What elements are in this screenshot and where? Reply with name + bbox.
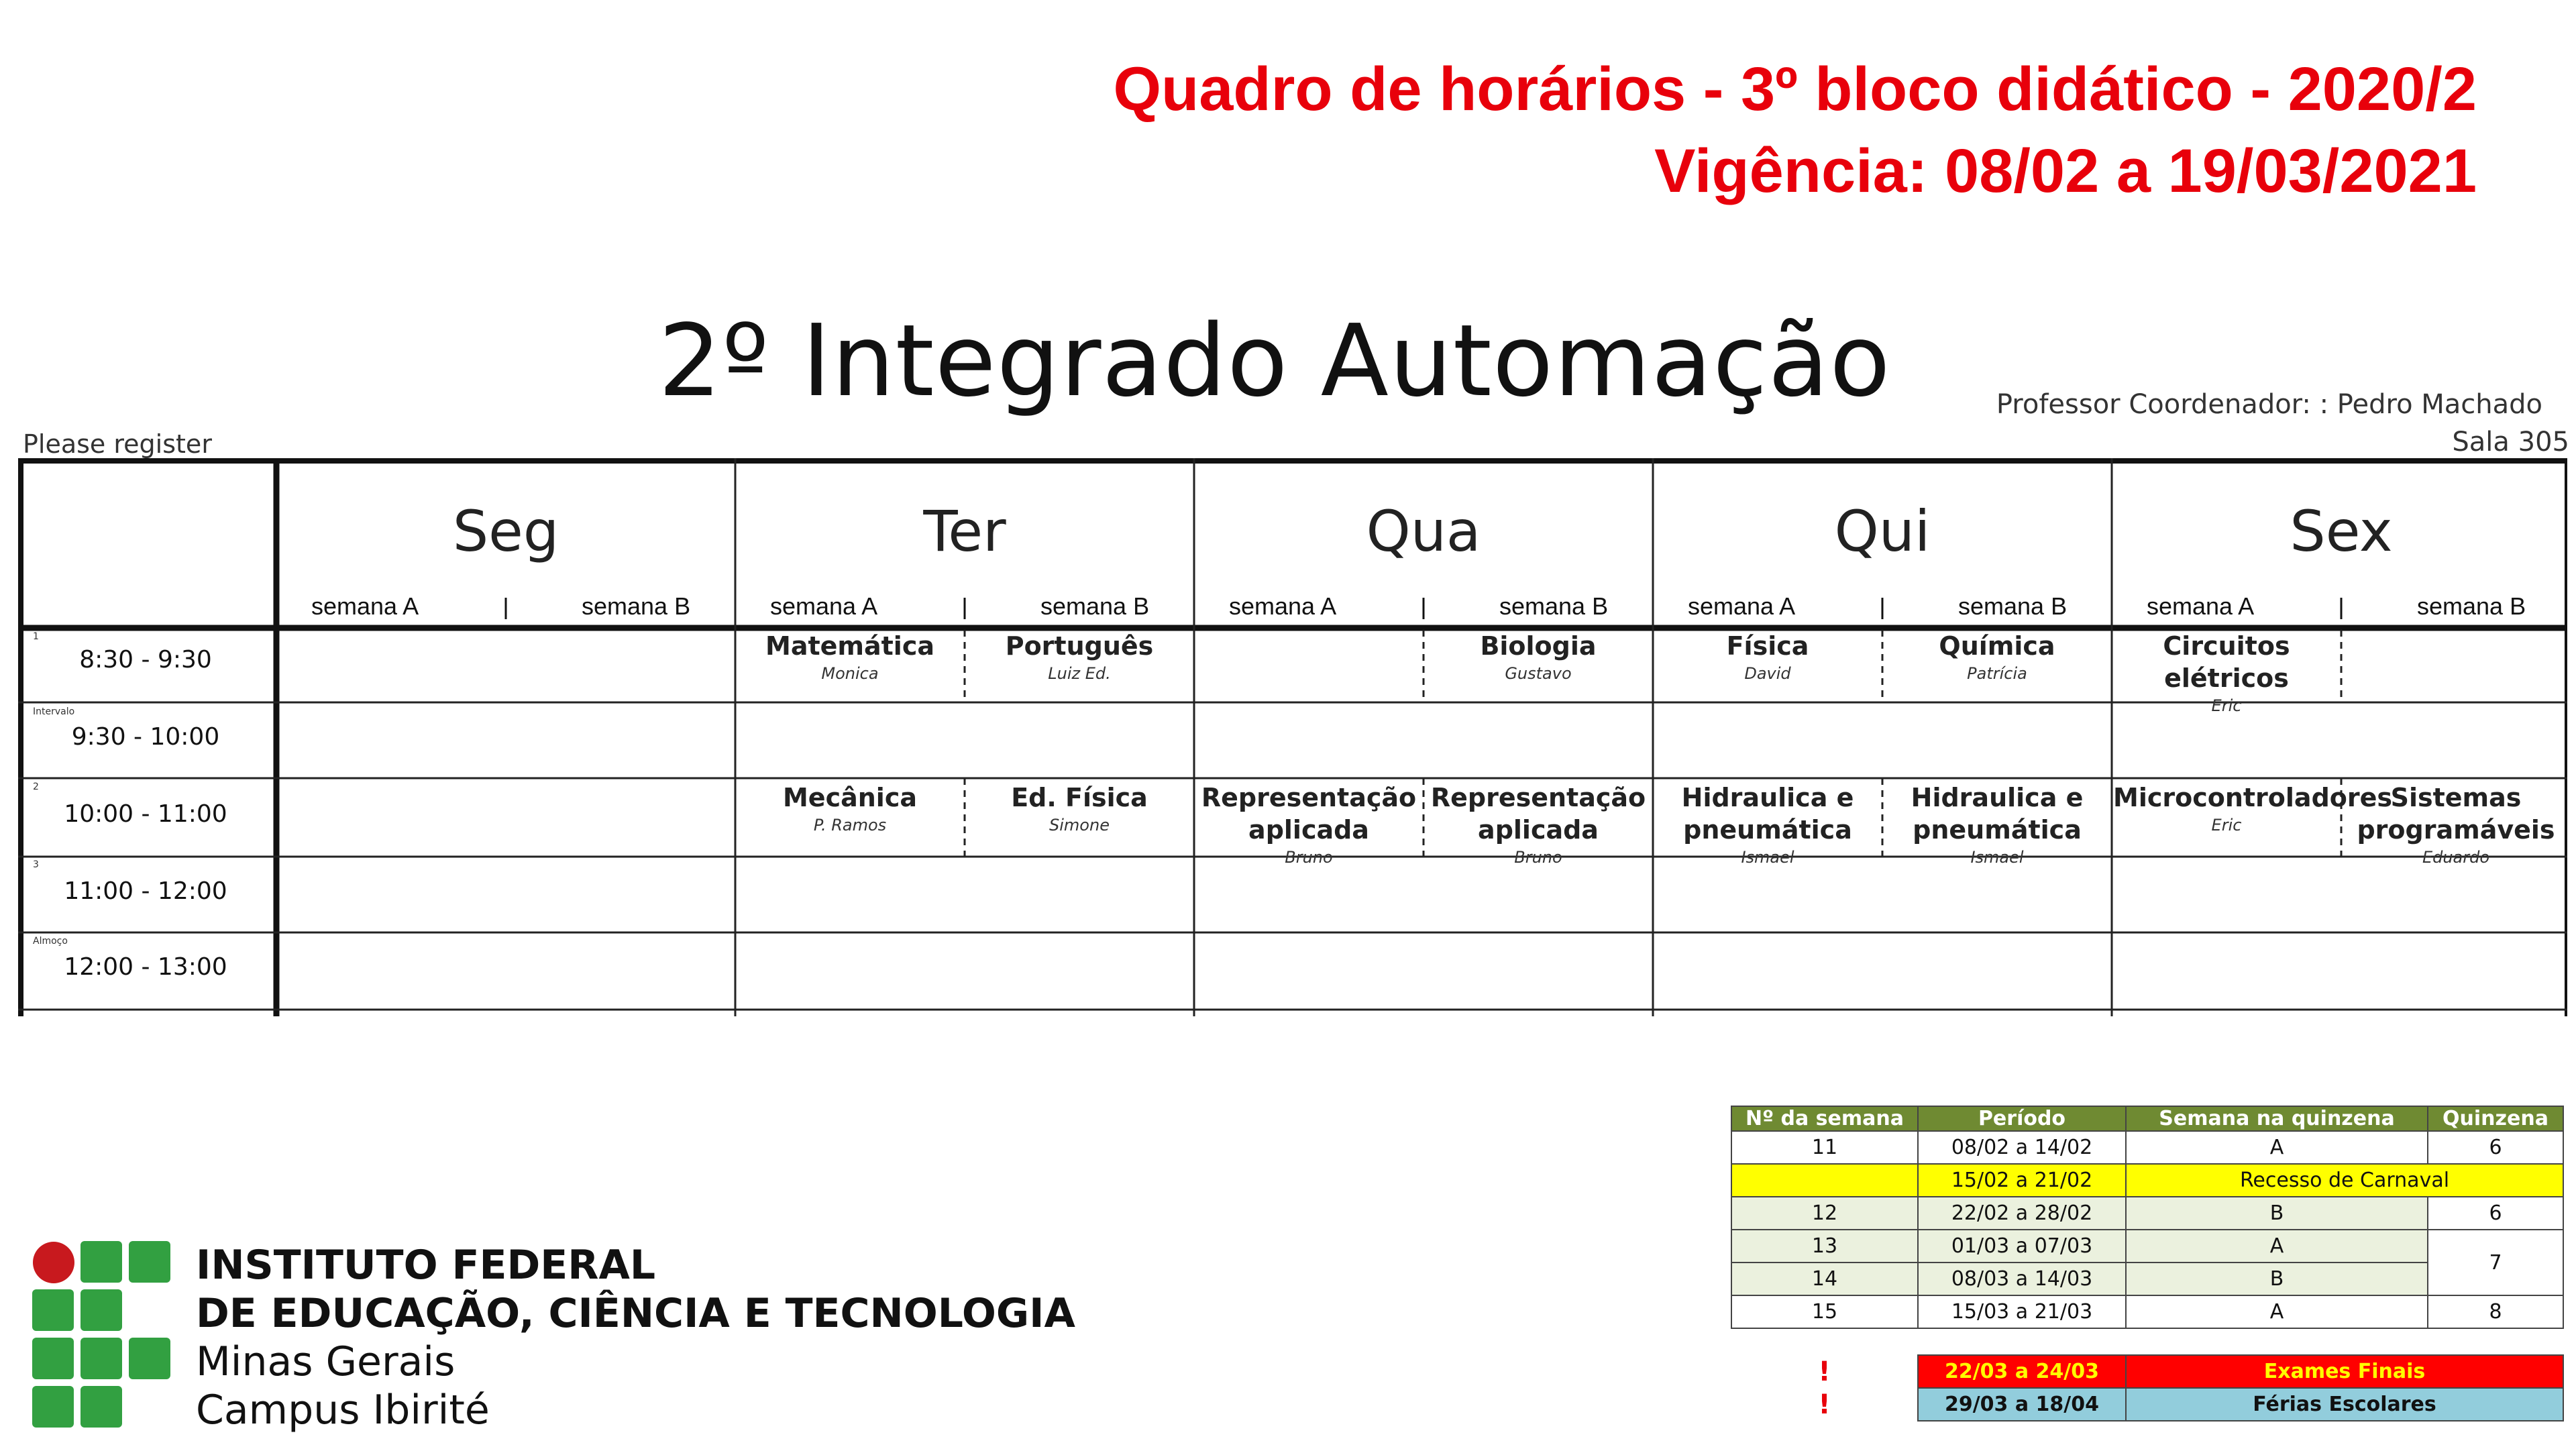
teacher-name: Gustavo xyxy=(1505,664,1572,683)
fortnight: 8 xyxy=(2428,1295,2563,1328)
subject-name: Química xyxy=(1939,631,2055,661)
table-row xyxy=(1731,1355,2563,1388)
teacher-name: Luiz Ed. xyxy=(1048,664,1111,683)
subject-name: Hidraulica e pneumática xyxy=(1681,783,1854,845)
week-number: 11 xyxy=(1731,1131,1918,1164)
subject-name: Hidraulica e pneumática xyxy=(1911,783,2084,845)
row-number: 3 xyxy=(33,859,39,870)
class-cell xyxy=(1425,630,1652,685)
institution-campus: Campus Ibirité xyxy=(196,1387,490,1434)
calendar-header-row xyxy=(1731,1106,2563,1131)
class-cell xyxy=(1654,782,1881,869)
institution-line: INSTITUTO FEDERAL xyxy=(196,1242,656,1289)
room-label: Sala 305 xyxy=(2452,427,2569,458)
institution-line: DE EDUCAÇÃO, CIÊNCIA E TECNOLOGIA xyxy=(196,1290,1075,1337)
period: 15/02 a 21/02 xyxy=(1918,1164,2126,1197)
time-slot: 11:00 - 12:00 xyxy=(64,877,227,905)
teacher-name: Eduardo xyxy=(2422,848,2490,867)
teacher-name: Patrícia xyxy=(1967,664,2027,683)
teacher-name: Bruno xyxy=(1285,848,1333,867)
week-b-label: semana B xyxy=(582,592,691,620)
table-row xyxy=(1731,1164,2563,1197)
institution-state: Minas Gerais xyxy=(196,1338,455,1385)
week-a-label: semana A xyxy=(1688,592,1796,620)
subject-name: Física xyxy=(1726,631,1809,661)
alert-mark: ! xyxy=(1818,1389,1831,1420)
week-half: A xyxy=(2126,1230,2428,1263)
day-header-qua: Qua xyxy=(1366,498,1481,564)
schedule-grid xyxy=(18,458,2567,1016)
institution-logo xyxy=(32,1241,180,1436)
teacher-name: Simone xyxy=(1049,816,1110,835)
event-label: Férias Escolares xyxy=(2126,1388,2563,1421)
teacher-name: Ismael xyxy=(1741,848,1794,867)
week-number: 15 xyxy=(1731,1295,1918,1328)
week-half: A xyxy=(2126,1295,2428,1328)
subject-name: Circuitos elétricos xyxy=(2163,631,2290,693)
col-header: Quinzena xyxy=(2428,1106,2563,1131)
time-slot: 10:00 - 11:00 xyxy=(64,800,227,828)
table-row xyxy=(1731,1197,2563,1230)
teacher-name: P. Ramos xyxy=(813,816,887,835)
row-number: Intervalo xyxy=(33,706,75,717)
fortnight: 6 xyxy=(2428,1197,2563,1230)
subject-name: Matemática xyxy=(765,631,934,661)
week-b-label: semana B xyxy=(1958,592,2068,620)
event-period: 29/03 a 18/04 xyxy=(1918,1388,2126,1421)
time-slot: 9:30 - 10:00 xyxy=(71,723,220,751)
teacher-name: Eric xyxy=(2211,816,2242,835)
class-cell xyxy=(1884,782,2110,869)
col-header: Nº da semana xyxy=(1731,1106,1918,1131)
period: 08/02 a 14/02 xyxy=(1918,1131,2126,1164)
week-b-label: semana B xyxy=(1499,592,1609,620)
day-header-sex: Sex xyxy=(2290,498,2393,564)
subject-name: Microcontroladores xyxy=(2113,783,2393,812)
table-row xyxy=(1731,1131,2563,1164)
event-label: Exames Finais xyxy=(2126,1355,2563,1388)
period: 08/03 a 14/03 xyxy=(1918,1263,2126,1295)
holiday-note: Recesso de Carnaval xyxy=(2126,1164,2563,1197)
time-slot: 8:30 - 9:30 xyxy=(79,646,212,674)
schedule-title: 2º Integrado Automação xyxy=(658,303,1891,419)
week-number xyxy=(1731,1164,1918,1197)
class-cell xyxy=(737,782,963,837)
period: 01/03 a 07/03 xyxy=(1918,1230,2126,1263)
week-half: A xyxy=(2126,1131,2428,1164)
period: 15/03 a 21/03 xyxy=(1918,1295,2126,1328)
register-note: Please register xyxy=(23,429,212,459)
class-cell xyxy=(2113,630,2340,717)
teacher-name: David xyxy=(1744,664,1791,683)
class-cell xyxy=(966,782,1193,837)
week-number: 12 xyxy=(1731,1197,1918,1230)
class-cell xyxy=(1884,630,2110,685)
week-number: 14 xyxy=(1731,1263,1918,1295)
day-header-ter: Ter xyxy=(923,498,1006,564)
document-header xyxy=(1114,48,2477,212)
subject-name: Biologia xyxy=(1480,631,1597,661)
table-row xyxy=(1731,1388,2563,1421)
subject-name: Representação aplicada xyxy=(1430,783,1646,845)
subject-name: Representação aplicada xyxy=(1201,783,1417,845)
week-b-label: semana B xyxy=(1040,592,1150,620)
event-period: 22/03 a 24/03 xyxy=(1918,1355,2126,1388)
week-a-label: semana A xyxy=(2147,592,2255,620)
week-half: B xyxy=(2126,1197,2428,1230)
day-header-seg: Seg xyxy=(452,498,559,564)
subject-name: Ed. Física xyxy=(1011,783,1148,812)
teacher-name: Bruno xyxy=(1514,848,1562,867)
col-header: Período xyxy=(1918,1106,2126,1131)
header-validity: Vigência: 08/02 a 19/03/2021 xyxy=(1654,137,2477,205)
row-number: 1 xyxy=(33,631,39,642)
subject-name: Sistemas programáveis xyxy=(2357,783,2555,845)
table-row xyxy=(1731,1295,2563,1328)
calendar-table xyxy=(1731,1106,2564,1421)
week-half: B xyxy=(2126,1263,2428,1295)
subject-name: Português xyxy=(1005,631,1154,661)
class-cell xyxy=(2113,782,2393,837)
class-cell xyxy=(1195,782,1422,869)
coordinator-label: Professor Coordenador: : Pedro Machado xyxy=(1996,389,2542,420)
header-title: Quadro de horários - 3º bloco didático - 2020/2 xyxy=(1113,55,2477,123)
week-number: 13 xyxy=(1731,1230,1918,1263)
teacher-name: Eric xyxy=(2211,696,2242,715)
fortnight: 6 xyxy=(2428,1131,2563,1164)
col-header: Semana na quinzena xyxy=(2126,1106,2428,1131)
week-a-label: semana A xyxy=(770,592,878,620)
class-cell xyxy=(2343,782,2567,869)
row-number: 2 xyxy=(33,782,39,792)
table-row xyxy=(1731,1230,2563,1263)
row-number: Almoço xyxy=(33,936,68,947)
subject-name: Mecânica xyxy=(782,783,917,812)
time-slot: 12:00 - 13:00 xyxy=(64,953,227,981)
class-cell xyxy=(1654,630,1881,685)
week-a-label: semana A xyxy=(311,592,419,620)
institution-name xyxy=(196,1241,1075,1434)
week-a-label: semana A xyxy=(1229,592,1337,620)
day-header-qui: Qui xyxy=(1834,498,1931,564)
fortnight: 7 xyxy=(2428,1230,2563,1295)
class-cell xyxy=(737,630,963,685)
week-b-label: semana B xyxy=(2417,592,2526,620)
period: 22/02 a 28/02 xyxy=(1918,1197,2126,1230)
alert-mark: ! xyxy=(1818,1356,1831,1387)
class-cell xyxy=(1425,782,1652,869)
class-cell xyxy=(966,630,1193,685)
teacher-name: Ismael xyxy=(1970,848,2024,867)
teacher-name: Monica xyxy=(821,664,879,683)
